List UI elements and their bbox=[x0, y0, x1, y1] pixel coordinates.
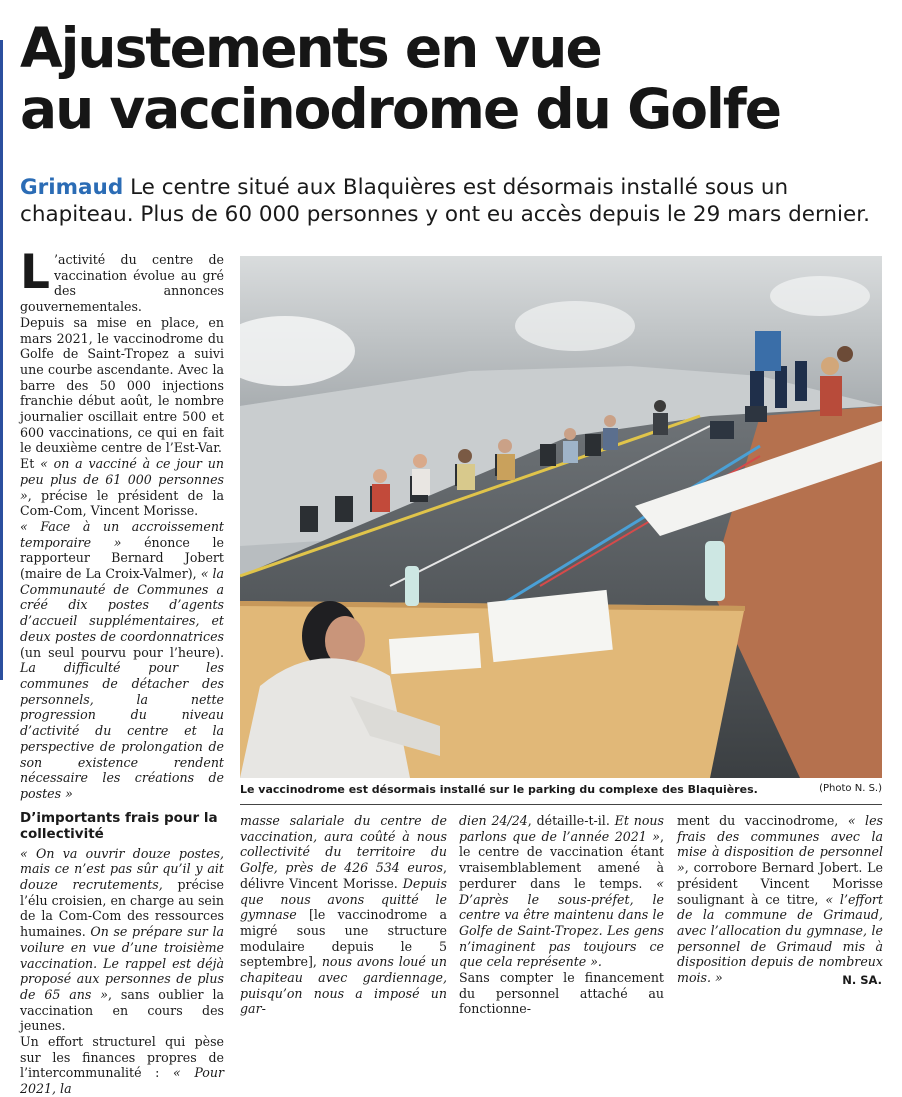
subheading: D’importants frais pour la collectivité bbox=[20, 809, 218, 842]
text-run: , le centre de vaccination étant vraisemblablement amené à perdurer dans le temps. bbox=[459, 828, 664, 891]
quote-run: Depuis que nous avons quitté le gymnase bbox=[240, 875, 447, 923]
column-4-text bbox=[677, 813, 883, 986]
vaccination-center-photo bbox=[240, 256, 882, 778]
quote-run: « D’après le sous-préfet, le centre va être maintenu dans le Golfe de Saint-Tropez. Les gens n’imaginent pas toujours ce que cela représente ». bbox=[459, 875, 664, 970]
headline bbox=[20, 18, 890, 140]
paragraph-5 bbox=[20, 846, 224, 1034]
text-run: Et bbox=[20, 456, 41, 472]
paragraph-6-start bbox=[20, 1034, 224, 1097]
article-column-3 bbox=[459, 813, 664, 1017]
paragraph-4 bbox=[20, 519, 224, 802]
headline-line-1: Ajustements en vue bbox=[20, 16, 601, 80]
photo-credit: (Photo N. S.) bbox=[819, 783, 882, 794]
article-column-1 bbox=[20, 245, 225, 1097]
photo-caption-row bbox=[240, 783, 882, 801]
intro-text: ’activité du centre de vaccination évolue au gré des annonces gouvernementales. bbox=[20, 252, 224, 315]
standfirst-kicker: Grimaud bbox=[20, 175, 124, 200]
text-run: , précise le président de la Com-Com, Vincent Morisse. bbox=[20, 487, 224, 519]
quote-run: « Pour 2021, la bbox=[20, 1065, 224, 1097]
photo-caption: Le vaccinodrome est désormais installé sur le parking du complexe des Blaquières. bbox=[240, 783, 758, 796]
quote-run: « l’effort de la commune de Grimaud, avec l’allocation du gymnase, le personnel de Grimaud mis à disposition depuis de nombreux mois. » bbox=[677, 891, 884, 986]
quote-run: On se prépare sur la voilure en vue d’une troisième vaccination. Le rappel est déjà proposé aux personnes de plus de 65 ans » bbox=[20, 924, 224, 1002]
caption-divider bbox=[240, 804, 882, 805]
text-run: (un seul pourvu pour l’heure). bbox=[20, 644, 224, 660]
quote-run: nous avons loué un chapiteau avec gardiennage, puisqu’on nous a imposé un gar- bbox=[240, 954, 448, 1017]
headline-line-2: au vaccinodrome du Golfe bbox=[20, 77, 781, 141]
column-2-text bbox=[240, 813, 447, 1017]
quote-run: masse salariale du centre de vaccination, aura coûté à nous collectivité du territoire du Golfe, près de 426 534 euros bbox=[240, 813, 447, 876]
text-run: [le vaccinodrome a migré sous une structure modulaire depuis le 5 septembre], bbox=[240, 907, 447, 970]
article-column-4 bbox=[677, 813, 883, 986]
text-run: , délivre Vincent Morisse. bbox=[240, 860, 447, 891]
quote-run: Et nous parlons que de l’année 2021 » bbox=[459, 813, 664, 844]
quote-run: La difficulté pour les communes de détacher des personnels, la nette progression du niveau d’activité du centre et la perspective de prolongation de son existence rendent nécessaire les créations de postes » bbox=[20, 660, 224, 801]
quote-run: « les frais des communes avec la mise à disposition de personnel » bbox=[677, 813, 883, 876]
drop-cap: L bbox=[20, 245, 50, 300]
intro-paragraph bbox=[20, 245, 224, 315]
quote-run: « On va ouvrir douze postes, mais ce n’est pas sûr qu’il y ait douze recrutements, bbox=[20, 845, 224, 893]
column-3-text-b: Sans compter le financement du personnel attaché au fonctionne- bbox=[459, 970, 664, 1017]
text-run: , corrobore Bernard Jobert. Le président Vincent Morisse soulignant à ce titre, bbox=[677, 860, 883, 907]
article-column-2 bbox=[240, 813, 447, 1017]
standfirst bbox=[20, 174, 890, 228]
text-run: , détaille-t-il. bbox=[527, 813, 615, 828]
text-run: Un effort structurel qui pèse sur les finances propres de l’intercommunalité : bbox=[20, 1034, 224, 1081]
text-run: précise l’élu croisien, en charge au sein de la Com-Com des ressources humaines. bbox=[20, 877, 224, 940]
quote-run: dien 24/24 bbox=[459, 813, 528, 828]
text-run: énonce le rapporteur Bernard Jobert (maire de La Croix-Valmer), bbox=[20, 534, 224, 582]
paragraph-2: Depuis sa mise en place, en mars 2021, le vaccinodrome du Golfe de Saint-Tropez a suivi une courbe ascendante. Avec la barre des 50 000 injections franchie début août, le nombre journalier oscillait entre 500 et 600 vaccinations, ce qui en fait le deuxième centre de l’Est-Var. bbox=[20, 314, 224, 456]
text-run: ment du vaccinodrome, bbox=[677, 813, 848, 828]
paragraph-3 bbox=[20, 456, 224, 519]
quote-run: « Face à un accroissement temporaire » bbox=[20, 518, 224, 550]
quote-run: « on a vacciné à ce jour un peu plus de 61 000 personnes » bbox=[20, 456, 224, 503]
text-run: , sans oublier la vaccination en cours des jeunes. bbox=[20, 986, 224, 1034]
photo-illustration bbox=[240, 256, 882, 778]
author-signature: N. SA. bbox=[842, 973, 882, 987]
page-edge-rule bbox=[0, 40, 3, 680]
quote-run: « la Communauté de Communes a créé dix postes d’agents d’accueil supplémentaires, et deux postes de coordonnatrices bbox=[20, 566, 225, 644]
standfirst-text: Le centre situé aux Blaquières est désormais installé sous un chapiteau. Plus de 60 000 personnes y ont eu accès depuis le 29 mars dernier. bbox=[20, 175, 870, 227]
column-3-text-a bbox=[459, 813, 664, 970]
